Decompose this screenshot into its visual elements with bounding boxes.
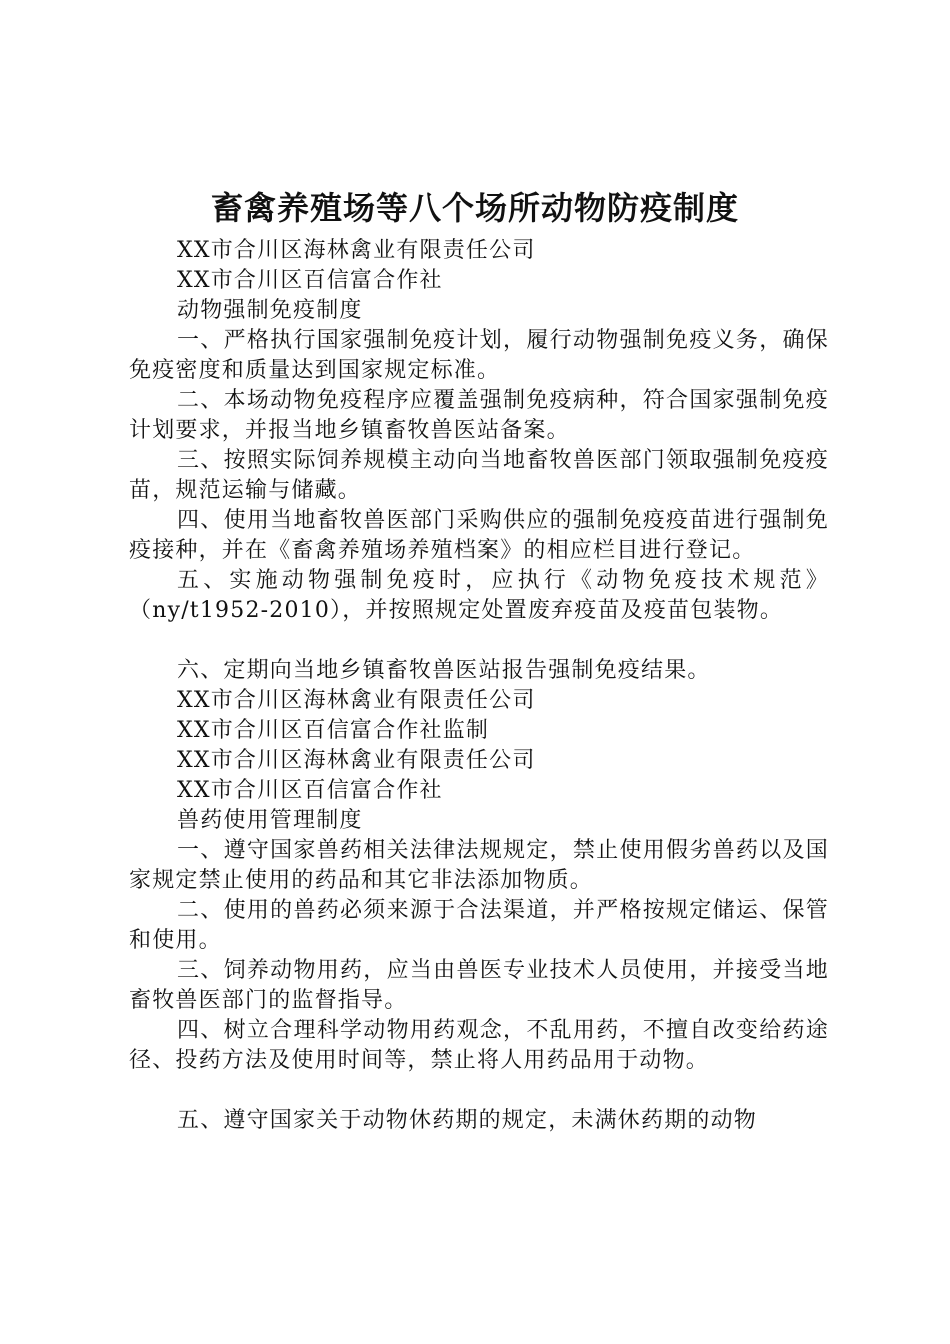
drug-clause-2: 二、使用的兽药必须来源于合法渠道，并严格按规定储运、保管和使用。 [129,898,829,953]
cooperative-name-line: XX市合川区百信富合作社 [177,778,443,803]
immunization-clause-5: 五、实施动物强制免疫时，应执行《动物免疫技术规范》（ny/t1952-2010），并按照规定处置废弃疫苗及疫苗包装物。 [129,568,829,623]
cooperative-name-line: XX市合川区百信富合作社 [177,268,443,293]
drug-clause-1: 一、遵守国家兽药相关法律法规规定，禁止使用假劣兽药以及国家规定禁止使用的药品和其它非法添加物质。 [129,838,829,893]
immunization-clause-2: 二、本场动物免疫程序应覆盖强制免疫病种，符合国家强制免疫计划要求，并报当地乡镇畜牧兽医站备案。 [129,388,829,443]
section-heading-veterinary-drugs: 兽药使用管理制度 [177,808,363,833]
document-title: 畜禽养殖场等八个场所动物防疫制度 [210,189,739,227]
blank-line [129,626,829,656]
drug-clause-5: 五、遵守国家关于动物休药期的规定，未满休药期的动物 [177,1108,758,1133]
company-name-line: XX市合川区海林禽业有限责任公司 [177,688,536,713]
document-body [129,236,829,1136]
blank-line [129,1076,829,1106]
company-name-line: XX市合川区海林禽业有限责任公司 [177,748,536,773]
immunization-clause-6: 六、定期向当地乡镇畜牧兽医站报告强制免疫结果。 [177,658,711,683]
cooperative-supervision-line: XX市合川区百信富合作社监制 [177,718,490,743]
immunization-clause-3: 三、按照实际饲养规模主动向当地畜牧兽医部门领取强制免疫疫苗，规范运输与储藏。 [129,448,829,503]
immunization-clause-1: 一、严格执行国家强制免疫计划，履行动物强制免疫义务，确保免疫密度和质量达到国家规定标准。 [129,328,829,383]
section-heading-immunization: 动物强制免疫制度 [177,298,363,323]
drug-clause-4: 四、树立合理科学动物用药观念，不乱用药，不擅自改变给药途径、投药方法及使用时间等，禁止将人用药品用于动物。 [129,1018,829,1073]
immunization-clause-4: 四、使用当地畜牧兽医部门采购供应的强制免疫疫苗进行强制免疫接种，并在《畜禽养殖场养殖档案》的相应栏目进行登记。 [129,508,829,563]
drug-clause-3: 三、饲养动物用药，应当由兽医专业技术人员使用，并接受当地畜牧兽医部门的监督指导。 [129,958,829,1013]
company-name-line: XX市合川区海林禽业有限责任公司 [177,238,536,263]
